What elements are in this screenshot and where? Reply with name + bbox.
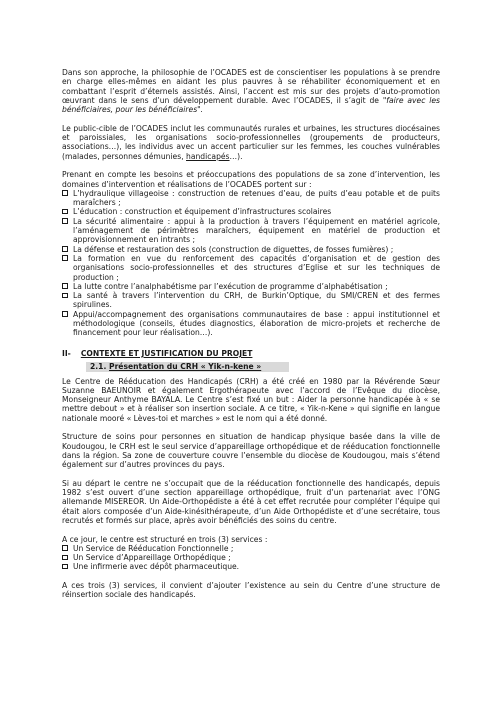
checkbox-bullet-icon (62, 555, 68, 561)
checkbox-bullet-icon (62, 218, 68, 224)
checkbox-bullet-icon (62, 190, 68, 196)
list-item (62, 254, 440, 282)
list-item (62, 544, 440, 553)
checkbox-bullet-icon (62, 545, 68, 551)
list-item (62, 553, 440, 562)
services-intro-paragraph: A ce jour, le centre est structuré en trois (3) services : (62, 534, 268, 544)
structure-paragraph: Structure de soins pour personnes en situation de handicap physique basée dans la ville de Koudougou, le CRH est le seul service d’appareillage orthopédique et de rééducation fonctionnelle dans la région. Sa zone de couverture couvre l’ensemble du diocèse de Koudougou, mais s’étend également sur d’autres provinces du pays. (62, 432, 440, 470)
list-item (62, 207, 440, 216)
checkbox-bullet-icon (62, 293, 68, 299)
list-item (62, 189, 440, 208)
list-item-text: La santé à travers l’intervention du CRH, de Burkin’Optique, du SMI/CREN et des fermes spirulines. (73, 291, 440, 310)
list-item-text: L’hydraulique villageoise : construction de retenues d’eau, de puits d’eau potable et de puits maraîchers ; (73, 188, 440, 208)
checkbox-bullet-icon (62, 209, 68, 215)
subsection-title: Présentation du CRH « Yik-n-kene » (109, 362, 262, 372)
checkbox-bullet-icon (62, 311, 68, 317)
list-item-text: Un Service d’Appareillage Orthopédique ; (73, 553, 231, 563)
list-item (62, 291, 440, 310)
section-heading (62, 349, 440, 358)
intro-text: Dans son approche, la philosophie de l’OCADES est de conscientiser les populations à se prendre en charge elles-mêmes en aidant les plus pauvres à se réhabiliter économiquement et en combattant l’esprit d’éternels assistés. Ainsi, l’accent est mis sur des projets d’auto-promotion œuvrant dans le sens d’un développement durable. Avec l’OCADES, il s’agit de (62, 68, 440, 105)
development-paragraph: Si au départ le centre ne s’occupait que de la rééducation fonctionnelle des handicapés, depuis 1982 s’est ouvert d’une section appareillage orthopédique, fruit d’un partenariat avec l’ONG allemande MISEREOR. Un Aide-Orthopédiste a été à cet effet recrutée pour compléter l’équipe qui était alors composée d’un Aide-kinésithérapeute, d’un Aide Orthopédiste et d’une secrétaire, tous recrutés et formés sur place, après avoir bénéficiés des soins du centre. (62, 478, 440, 525)
list-item-text: La défense et restauration des sols (construction de diguettes, de fosses fumières) ; (73, 244, 394, 254)
checkbox-bullet-icon (62, 564, 68, 570)
checkbox-bullet-icon (62, 255, 68, 261)
domains-list (62, 189, 440, 338)
list-item-text: L’éducation : construction et équipement d’infrastructures scolaires (73, 207, 332, 217)
reinsertion-paragraph: A ces trois (3) services, il convient d’ajouter l’existence au sein du Centre d’une structure de réinsertion sociale des handicapés. (62, 581, 440, 600)
domains-intro-paragraph: Prenant en compte les besoins et préoccupations des populations de sa zone d’intervention, les domaines d’intervention et réalisations de l’OCADES portent sur : (62, 170, 440, 189)
target-audience-end: …). (229, 151, 243, 161)
handicapes-link-text: handicapés (186, 151, 230, 161)
services-list (62, 544, 440, 572)
intro-quote: "faire avec les bénéficiaires, pour les bénéficiaires". (62, 95, 440, 115)
checkbox-bullet-icon (62, 283, 68, 289)
list-item-text: La lutte contre l’analphabétisme par l’exécution de programme d’alphabétisation ; (73, 281, 388, 291)
section-number: II- (62, 348, 71, 358)
section-title: CONTEXTE ET JUSTIFICATION DU PROJET (80, 348, 253, 358)
list-item-text: La formation en vue du renforcement des capacités d’organisation et de gestion des organisations socio-professionnelles et des structures d’Eglise et sur les techniques de production ; (73, 253, 440, 282)
list-item (62, 245, 440, 254)
subsection-number: 2.1. (90, 362, 107, 372)
checkbox-bullet-icon (62, 246, 68, 252)
subsection-heading (86, 362, 289, 371)
list-item-text: La sécurité alimentaire : appui à la production à travers l’équipement en matériel agricole, l’aménagement de périmètres maraîchers, équipement en matériel de production et approvisionnement en intrants ; (73, 216, 440, 245)
list-item-text: Une infirmerie avec dépôt pharmaceutique. (73, 562, 240, 572)
list-item (62, 282, 440, 291)
list-item (62, 217, 440, 245)
intro-paragraph-approach (62, 68, 440, 114)
list-item-text: Un Service de Rééducation Fonctionnelle ; (73, 543, 234, 553)
list-item (62, 310, 440, 338)
list-item-text: Appui/accompagnement des organisations communautaires de base : appui institutionnel et méthodologique (conseils, études diagnostics, élaboration de micro-projets et recherche de financement pour leur réalisation…). (73, 309, 440, 338)
list-item (62, 562, 440, 571)
history-paragraph: Le Centre de Rééducation des Handicapés (CRH) a été créé en 1980 par la Révérende Sœur Suzanne BAEUNOIR et également Ergothérapeute avec l’accord de l’Evêque du diocèse, Monseigneur Anthyme BAYALA. Le Centre s’est fixé un but : Aider la personne handicapée à « se mettre debout » et à réaliser son insertion sociale. A ce titre, « Yik-n-Kene » qui signifie en langue nationale mooré « Lèves-toi et marches » est le nom qui a été donné. (62, 376, 440, 423)
target-audience-text: Le public-cible de l’OCADES inclut les communautés rurales et urbaines, les structures diocésaines et paroissiales, les organisations socio-professionnelles (groupements de producteurs, associations…), les individus avec un accent particulier sur les femmes, les couches vulnérables (malades, personnes démunies, (62, 123, 440, 161)
target-audience-paragraph (62, 124, 440, 161)
document-page (62, 68, 440, 600)
